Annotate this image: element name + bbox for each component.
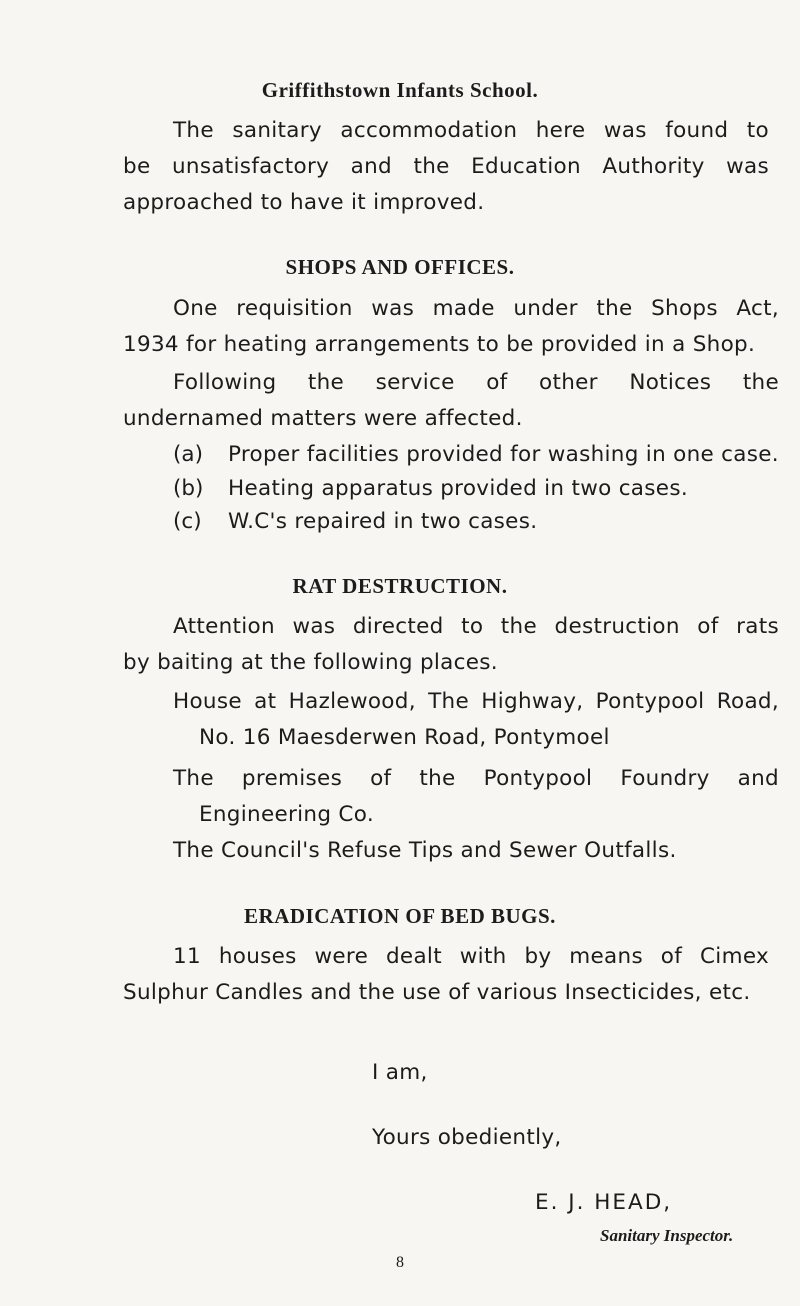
rats-place-5: The Council's Refuse Tips and Sewer Outfalls.	[173, 838, 677, 863]
item-c-text: W.C's repaired in two cases.	[228, 509, 538, 534]
shops-heading: SHOPS AND OFFICES.	[285, 255, 515, 279]
item-a-letter: (a)	[173, 442, 203, 467]
shops-line-1: One requisition was made under the Shops Act,	[173, 296, 779, 321]
shops-line-3: Following the service of other Notices the	[173, 370, 779, 395]
closing-line-2: Yours obediently,	[372, 1125, 562, 1150]
rats-place-3: The premises of the Pontypool Foundry and	[173, 766, 779, 791]
page-number: 8	[396, 1254, 404, 1271]
rats-heading: RAT DESTRUCTION.	[292, 574, 508, 598]
item-b-letter: (b)	[173, 476, 204, 501]
shops-line-2: 1934 for heating arrangements to be provided in a Shop.	[123, 332, 756, 357]
school-line-3: approached to have it improved.	[123, 190, 485, 215]
closing-line-1: I am,	[372, 1060, 428, 1085]
school-line-1: The sanitary accommodation here was found to	[173, 118, 769, 143]
school-line-2: be unsatisfactory and the Education Authority was	[123, 154, 769, 179]
rats-line-2: by baiting at the following places.	[123, 650, 498, 675]
shops-line-4: undernamed matters were affected.	[123, 406, 523, 431]
rats-place-1: House at Hazlewood, The Highway, Pontypool Road,	[173, 689, 779, 714]
rats-place-4: Engineering Co.	[199, 802, 374, 827]
signature-name: E. J. HEAD,	[535, 1190, 673, 1215]
item-a-text: Proper facilities provided for washing in one case.	[228, 442, 779, 467]
item-b-text: Heating apparatus provided in two cases.	[228, 476, 688, 501]
school-heading: Griffithstown Infants School.	[261, 78, 539, 102]
rats-line-1: Attention was directed to the destruction of rats	[173, 614, 779, 639]
bugs-line-1: 11 houses were dealt with by means of Cimex	[173, 944, 769, 969]
bugs-line-2: Sulphur Candles and the use of various Insecticides, etc.	[123, 980, 751, 1005]
bugs-heading: ERADICATION OF BED BUGS.	[244, 904, 556, 928]
signature-title: Sanitary Inspector.	[600, 1226, 734, 1245]
rats-place-2: No. 16 Maesderwen Road, Pontymoel	[199, 725, 610, 750]
item-c-letter: (c)	[173, 509, 202, 534]
